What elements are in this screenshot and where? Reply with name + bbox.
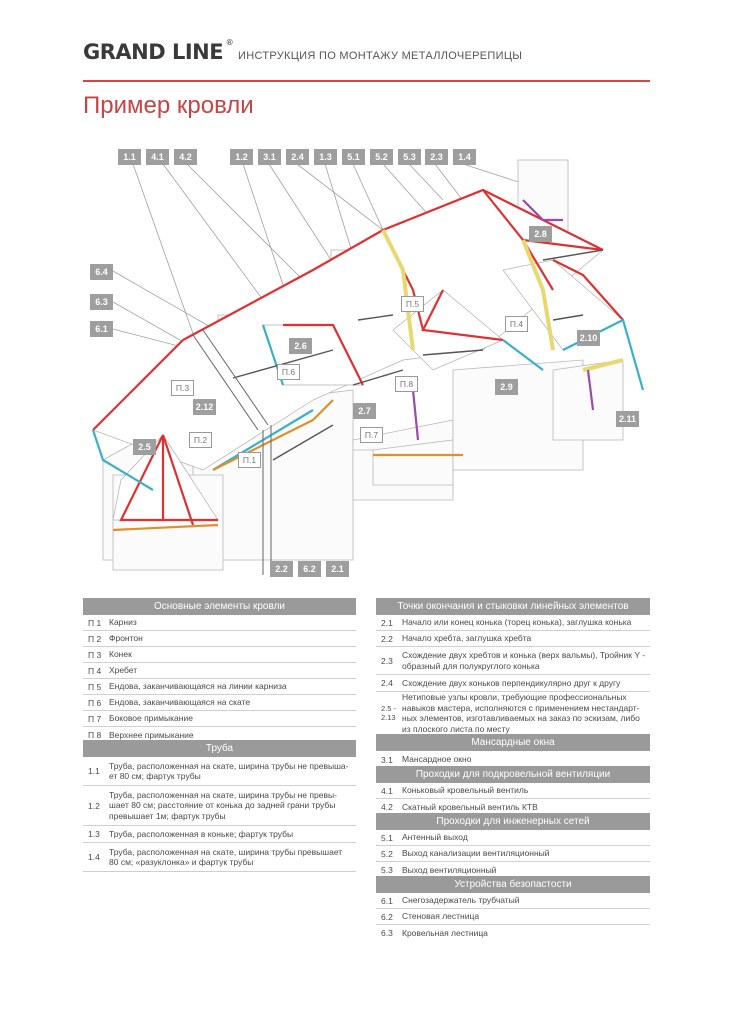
- label-p3: П.3: [171, 380, 194, 396]
- label-2-1: 2.1: [326, 561, 349, 577]
- label-2-8: 2.8: [529, 226, 552, 242]
- table-row: 1.3 Труба, расположенная в коньке; фартук трубы: [83, 826, 356, 843]
- roof-diagram: [83, 140, 653, 585]
- table-row: 5.1 Антенный выход: [376, 830, 650, 846]
- label-p1: П.1: [238, 452, 261, 468]
- label-1-4: 1.4: [453, 149, 476, 165]
- table-header: Проходки для подкровельной вентиляции: [376, 766, 650, 783]
- table-row: 2.4 Схождение двух коньков перпендикулярно друг к другу: [376, 675, 650, 692]
- table-header: Основные элементы кровли: [83, 598, 356, 615]
- label-2-9: 2.9: [495, 379, 518, 395]
- table-skylights: [376, 734, 650, 768]
- table-chimney: [83, 740, 356, 872]
- label-6-4: 6.4: [90, 264, 113, 280]
- table-header: Устройства безопастости: [376, 876, 650, 893]
- label-2-4: 2.4: [286, 149, 309, 165]
- label-6-2: 6.2: [298, 561, 321, 577]
- brand-logo: GRAND LINE ®: [83, 38, 234, 64]
- table-row: 6.1 Снегозадержатель трубчатый: [376, 893, 650, 909]
- label-2-3: 2.3: [425, 149, 448, 165]
- table-row: П 1 Карниз: [83, 615, 356, 631]
- label-5-3: 5.3: [398, 149, 421, 165]
- table-end-points: [376, 598, 650, 734]
- label-p7: П.7: [360, 427, 383, 443]
- label-3-1: 3.1: [258, 149, 281, 165]
- table-row: П 7 Боковое примыкание: [83, 711, 356, 727]
- label-p2: П.2: [189, 432, 212, 448]
- table-row: 6.3 Кровельная лестница: [381, 927, 488, 938]
- table-row: 4.1 Коньковый кровельный вентиль: [376, 783, 650, 799]
- table-row: 2.1 Начало или конец конька (торец конька), заглушка конька: [376, 615, 650, 631]
- table-row: 4.2 Скатный кровельный вентиль КТВ: [381, 801, 538, 812]
- table-header: Проходки для инженерных сетей: [376, 813, 650, 830]
- label-6-3: 6.3: [90, 294, 113, 310]
- table-main-elements: [83, 598, 356, 743]
- label-2-11: 2.11: [616, 411, 639, 427]
- label-6-1: 6.1: [90, 321, 113, 337]
- label-4-1: 4.1: [146, 149, 169, 165]
- table-row: 2.3 Схождение двух хребтов и конька (верх вальмы), Тройник Y - образный для полукруглого конька: [376, 647, 650, 675]
- label-2-6: 2.6: [289, 338, 312, 354]
- label-2-10: 2.10: [577, 330, 600, 346]
- table-row: П 8 Верхнее примыкание: [88, 729, 194, 740]
- label-2-5: 2.5: [133, 439, 156, 455]
- table-row: 3.1 Мансардное окно: [381, 754, 472, 765]
- label-p4: П.4: [505, 316, 528, 332]
- label-p5: П.5: [401, 296, 424, 312]
- header-divider: [83, 80, 650, 82]
- table-vent-passages: [376, 766, 650, 815]
- label-2-2: 2.2: [270, 561, 293, 577]
- table-row: 1.4 Труба, расположенная на скате, ширина трубы превышает 80 см; «разуклонка» и фартук трубы: [83, 843, 356, 872]
- table-row: 2.5 - 2.13 Нетиповые узлы кровли, требующие профессиональных навыков мастера, исполняются с применением нестандарт-ных элементов, изготавливаемых на заказ по эскизам, либо из плоского листа по месту: [381, 692, 640, 734]
- table-row: П 4 Хребет: [83, 663, 356, 679]
- label-5-2: 5.2: [370, 149, 393, 165]
- label-1-2: 1.2: [230, 149, 253, 165]
- table-header: Мансардные окна: [376, 734, 650, 751]
- table-safety: [376, 876, 650, 941]
- label-p8: П.8: [395, 376, 418, 392]
- label-p6: П.6: [277, 364, 300, 380]
- label-1-3: 1.3: [314, 149, 337, 165]
- table-row: П 6 Ендова, заканчивающаяся на скате: [83, 695, 356, 711]
- header-subtitle: ИНСТРУКЦИЯ ПО МОНТАЖУ МЕТАЛЛОЧЕРЕПИЦЫ: [238, 50, 523, 62]
- table-row: 6.2 Стеновая лестница: [376, 909, 650, 925]
- table-header: Труба: [83, 740, 356, 757]
- table-header: Точки окончания и стыковки линейных элементов: [376, 598, 650, 615]
- label-4-2: 4.2: [174, 149, 197, 165]
- table-row: П 3 Конек: [83, 647, 356, 663]
- roof-illustration: [83, 140, 653, 585]
- label-2-7: 2.7: [353, 403, 376, 419]
- table-utility-passages: [376, 813, 650, 878]
- table-row: 5.3 Выход вентиляционный: [381, 864, 497, 875]
- label-2-12: 2.12: [193, 399, 216, 415]
- table-row: 5.2 Выход канализации вентиляционный: [376, 846, 650, 862]
- table-row: П 2 Фронтон: [83, 631, 356, 647]
- label-1-1: 1.1: [118, 149, 141, 165]
- table-row: П 5 Ендова, заканчивающаяся на линии карниза: [83, 679, 356, 695]
- label-5-1: 5.1: [342, 149, 365, 165]
- table-row: 1.1 Труба, расположенная на скате, ширина трубы не превыша-ет 80 см; фартук трубы: [83, 757, 356, 786]
- page-title: Пример кровли: [83, 92, 254, 119]
- table-row: 2.2 Начало хребта, заглушка хребта: [376, 631, 650, 647]
- table-row: 1.2 Труба, расположенная на скате, ширина трубы не превы-шает 80 см; расстояние от конька до задней грани трубы превышает 1м; фартук трубы: [83, 786, 356, 826]
